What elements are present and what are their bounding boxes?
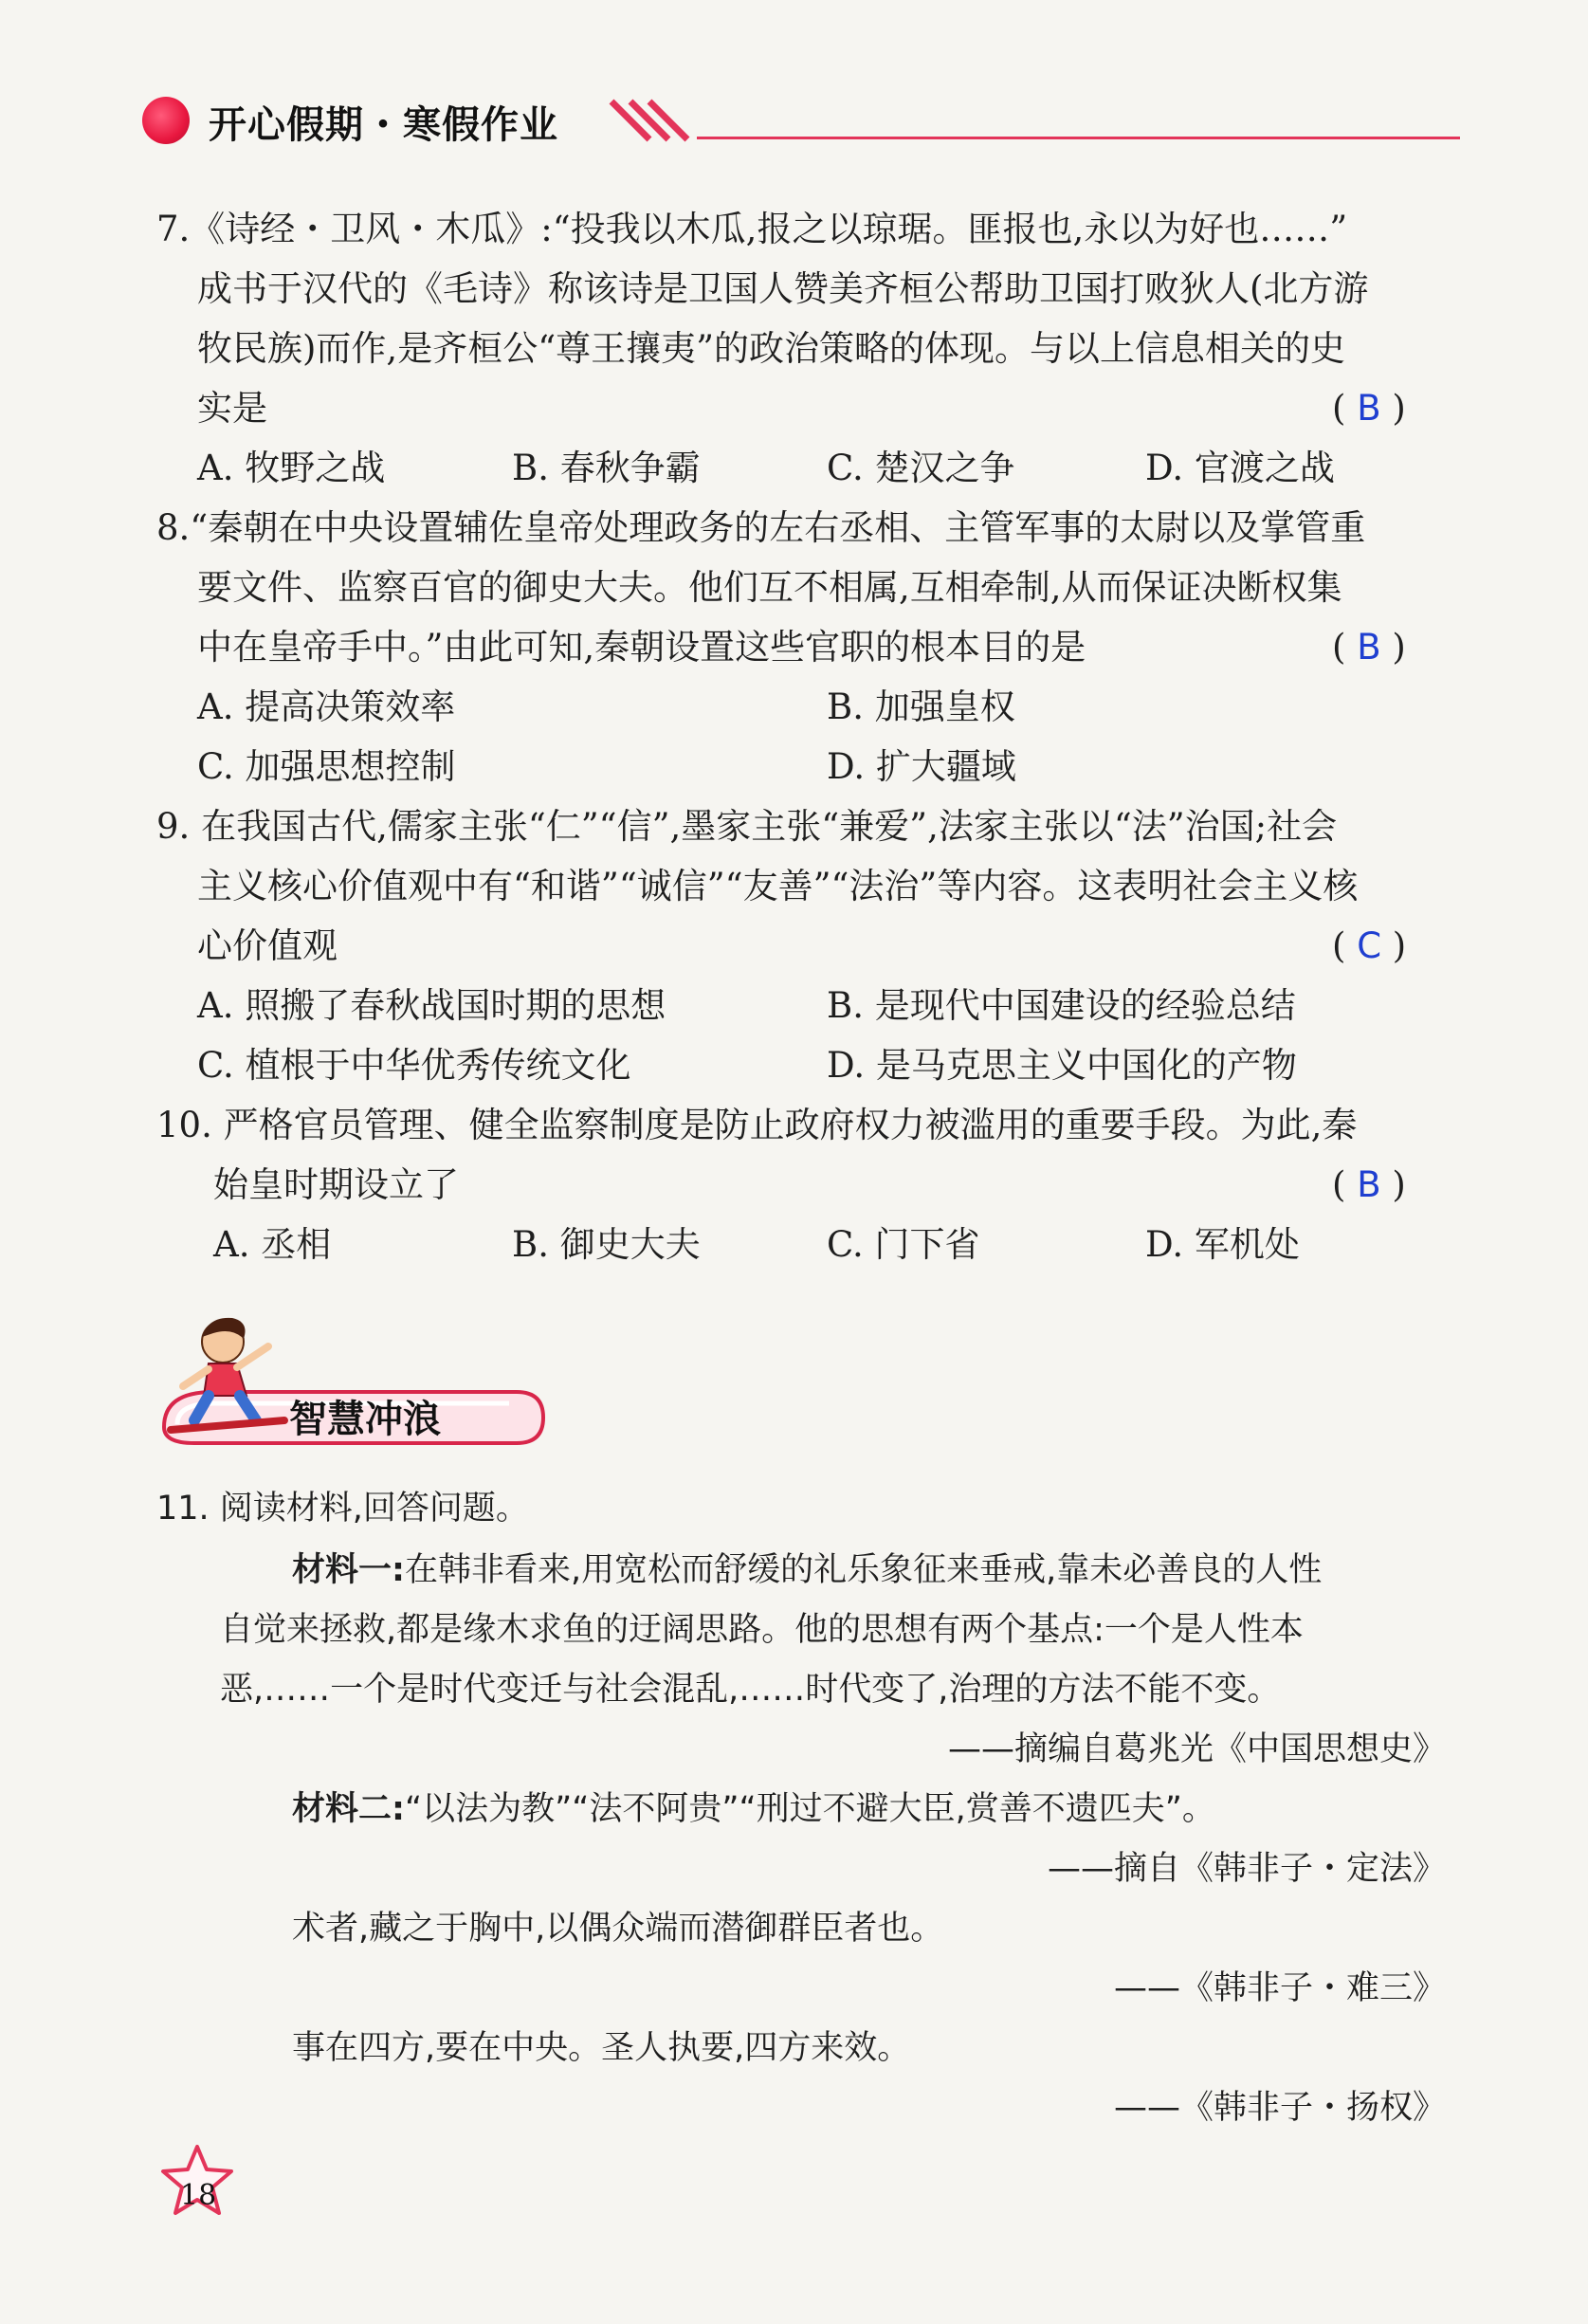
page-number: 18 <box>180 2179 217 2212</box>
q8-answer: ( B ) <box>1332 627 1406 668</box>
q8-option-d: D. 扩大疆域 <box>827 746 1016 787</box>
header-title: 开心假期・寒假作业 <box>209 103 558 147</box>
material-2-text: “以法为教”“法不阿贵”“刑过不避大臣,赏善不遗匹夫”。 <box>405 1790 1215 1828</box>
q9-option-c: C. 植根于中华优秀传统文化 <box>197 1045 631 1086</box>
q11-material-1-line-2: 自觉来拯救,都是缘木求鱼的迂阔思路。他的思想有两个基点:一个是人性本 <box>220 1611 1304 1649</box>
q10-line-2: 始皇时期设立了 <box>213 1164 459 1205</box>
material-1-text-1: 在韩非看来,用宽松而舒缓的礼乐象征来垂戒,靠未必善良的人性 <box>405 1551 1323 1589</box>
q10-option-c: C. 门下省 <box>827 1224 980 1265</box>
q9-line-3: 心价值观 <box>197 925 338 966</box>
q8-answer-letter: B <box>1357 627 1381 668</box>
q7-answer-letter: B <box>1357 388 1381 429</box>
q11-material-2-source: ——摘自《韩非子・定法》 <box>1047 1850 1446 1888</box>
q9-line-2: 主义核心价值观中有“和谐”“诚信”“友善”“法治”等内容。这表明社会主义核 <box>197 866 1359 906</box>
q10-option-b: B. 御史大夫 <box>512 1224 701 1265</box>
q10-answer: ( B ) <box>1332 1164 1406 1205</box>
q11-material-3-text: 术者,藏之于胸中,以偶众端而潜御群臣者也。 <box>292 1910 944 1948</box>
q7-option-b: B. 春秋争霸 <box>512 448 701 488</box>
q11-material-1-line-3: 恶,……一个是时代变迁与社会混乱,……时代变了,治理的方法不能不变。 <box>220 1671 1281 1709</box>
q9-option-a: A. 照搬了春秋战国时期的思想 <box>197 985 666 1026</box>
q8-line-3: 中在皇帝手中。”由此可知,秦朝设置这些官职的根本目的是 <box>197 627 1086 668</box>
q7-answer: ( B ) <box>1332 388 1406 429</box>
material-1-label: 材料一: <box>292 1551 405 1589</box>
q10-line-1: 10. 严格官员管理、健全监察制度是防止政府权力被滥用的重要手段。为此,秦 <box>156 1105 1358 1145</box>
q9-answer: ( C ) <box>1332 925 1407 966</box>
q9-answer-letter: C <box>1357 925 1382 966</box>
q11-material-2-line <box>292 1780 1215 1839</box>
q9-option-b: B. 是现代中国建设的经验总结 <box>827 985 1296 1026</box>
q11-material-3-source: ——《韩非子・难三》 <box>1113 1969 1446 2007</box>
q8-option-b: B. 加强皇权 <box>827 686 1015 727</box>
q8-option-c: C. 加强思想控制 <box>197 746 456 787</box>
q11-material-4-text: 事在四方,要在中央。圣人执要,四方来效。 <box>292 2029 911 2067</box>
red-dot-icon <box>142 97 190 144</box>
slash-decoration-icon <box>607 97 692 144</box>
q7-option-c: C. 楚汉之争 <box>827 448 1015 488</box>
q9-line-1: 9. 在我国古代,儒家主张“仁”“信”,墨家主张“兼爱”,法家主张以“法”治国;社会 <box>156 806 1338 847</box>
q11-material-1-source: ——摘编自葛兆光《中国思想史》 <box>947 1730 1446 1768</box>
q8-line-2: 要文件、监察百官的御史大夫。他们互不相属,互相牵制,从而保证决断权集 <box>197 567 1342 608</box>
q11-material-4-source: ——《韩非子・扬权》 <box>1113 2089 1446 2127</box>
q11-stem: 11. 阅读材料,回答问题。 <box>156 1490 529 1528</box>
q7-line-4: 实是 <box>197 388 267 429</box>
q7-line-1: 7.《诗经・卫风・木瓜》:“投我以木瓜,报之以琼琚。匪报也,永以为好也……” <box>156 209 1348 249</box>
q11-material-1-line-1 <box>292 1541 1322 1601</box>
q10-answer-letter: B <box>1357 1164 1381 1205</box>
q7-line-3: 牧民族)而作,是齐桓公“尊王攘夷”的政治策略的体现。与以上信息相关的史 <box>197 328 1346 369</box>
page-header <box>142 87 1460 154</box>
q10-option-d: D. 军机处 <box>1145 1224 1300 1265</box>
section-title: 智慧冲浪 <box>289 1398 441 1441</box>
q9-option-d: D. 是马克思主义中国化的产物 <box>827 1045 1297 1086</box>
q7-option-a: A. 牧野之战 <box>197 448 386 488</box>
material-2-label: 材料二: <box>292 1790 405 1828</box>
q8-line-1: 8.“秦朝在中央设置辅佐皇帝处理政务的左右丞相、主管军事的太尉以及掌管重 <box>156 507 1366 548</box>
q10-option-a: A. 丞相 <box>213 1224 332 1265</box>
q8-option-a: A. 提高决策效率 <box>197 686 456 727</box>
q7-option-d: D. 官渡之战 <box>1145 448 1335 488</box>
header-rule <box>697 137 1460 139</box>
q7-line-2: 成书于汉代的《毛诗》称该诗是卫国人赞美齐桓公帮助卫国打败狄人(北方游 <box>197 268 1369 309</box>
